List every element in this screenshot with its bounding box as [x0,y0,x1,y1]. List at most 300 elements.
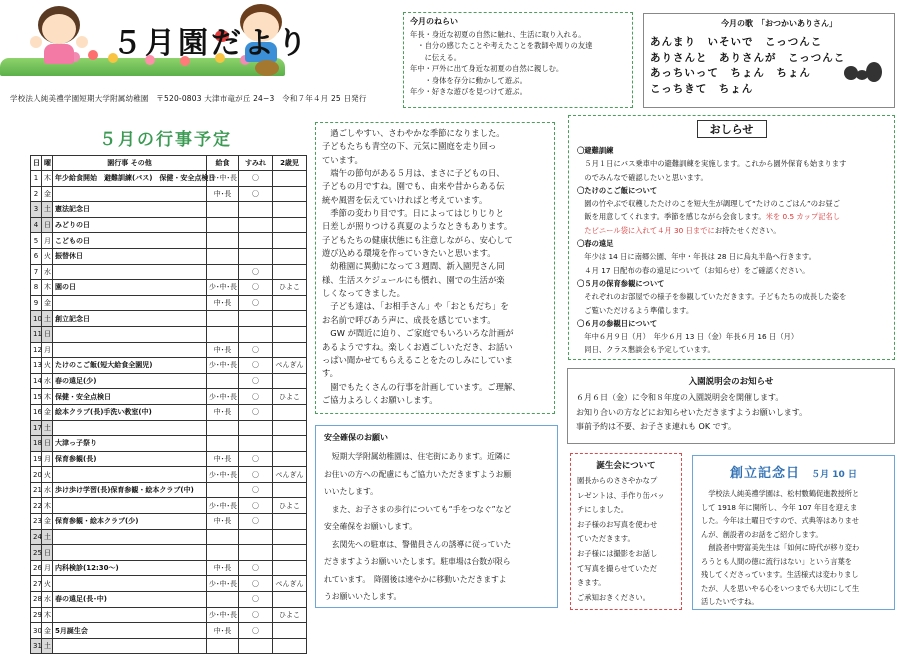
table-cell [53,576,207,592]
table-row [31,560,307,576]
table-cell: 中･長 [207,560,239,576]
table-cell [53,529,207,545]
table-row [31,264,307,280]
message-line: 子どもたちも青空の下、元気に園庭を走り回っ [322,141,497,152]
safety-text [324,448,549,606]
message-line: 統や風習を伝えていければと考えています。 [322,194,488,205]
table-cell [239,529,273,545]
founding-line: んが、創設者のお話をご紹介します。 [701,529,823,539]
table-cell: 金 [42,404,53,420]
table-cell: 年少給食開始 避難訓練(バス) 保健・安全点検日 [53,171,207,187]
table-cell: 27 [31,576,42,592]
message-line: 幼稚園に異動になって３週間、新入園児さん同 [322,261,505,272]
table-row [31,638,307,654]
notice-item-text: 年中６月９日（月） 年少６月 13 日（金）年長６月 16 日（月） [577,332,799,342]
table-cell: 13 [31,358,42,374]
table-cell [273,248,307,264]
birthday-heading: 誕生会について [596,461,656,471]
table-cell: 〇 [239,467,273,483]
table-cell: 土 [42,202,53,218]
ant-icon [844,52,884,96]
table-cell: 少･中･長 [207,280,239,296]
table-cell: 水 [42,482,53,498]
table-cell: 土 [42,311,53,327]
founding-box [692,455,895,610]
founding-line: 活したいですね。 [701,597,759,606]
events-header-cell: 園行事 その他 [53,156,207,171]
table-cell: 火 [42,358,53,374]
admission-line: 事前予約は不要、お子さま連れも OK です。 [576,422,736,431]
events-header-cell: すみれ [239,156,273,171]
table-cell [53,638,207,654]
song-line: あっちいって ちょん ちょん [650,67,811,79]
notice-item-text: お持たせください。 [714,225,781,235]
table-cell [273,295,307,311]
table-cell: ぺんぎん [273,576,307,592]
table-cell: たけのこご飯(短大給食全園児) [53,358,207,374]
notice-item-text: 園の竹やぶで収穫したたけのこを短大生が調理して“たけのこごはん”のお昼ご [577,199,840,209]
events-header-cell: 給食 [207,156,239,171]
message-line: GW が間近に迫り、ご家庭でもいろいろな計画が [322,328,514,339]
message-line: 子どもたちの健康状態にも注意しながら、安心して [322,234,513,245]
table-cell: 17 [31,420,42,436]
table-row [31,404,307,420]
message-line: す。 [322,368,338,379]
table-cell [273,217,307,233]
table-cell: ぺんぎん [273,358,307,374]
safety-heading: 安全確保のお願い [324,433,388,442]
aims-line: 年長・身近な初夏の自然に触れ、生活に取り入れる。 [410,30,586,39]
table-cell [53,498,207,514]
safety-line: 短期大学附属幼稚園は、住宅街にあります。近隣に [324,452,511,461]
birthday-line: チにしました。 [577,505,629,515]
publisher-info: 学校法人純美禮学園短期大学附属幼稚園 〒520-0803 大津市竜が丘 24−3 令和７年４月 25 日発行 [10,94,367,103]
table-cell: 12 [31,342,42,358]
table-cell: 25 [31,545,42,561]
table-cell [53,264,207,280]
notice-items [577,144,886,357]
table-cell: 中･長 [207,514,239,530]
table-cell: 〇 [239,280,273,296]
table-cell [273,420,307,436]
admission-text [576,391,886,435]
notice-line [577,250,886,263]
admission-box [567,368,895,444]
notice-line [577,171,886,184]
table-cell [273,202,307,218]
table-cell: 園の日 [53,280,207,296]
table-cell: 18 [31,436,42,452]
table-cell: 19 [31,451,42,467]
message-line: 子ども達は、「お相手さん」や「おともだち」を [322,301,509,312]
birthday-line: お子様には撮影をお話し [577,548,658,558]
table-cell [273,451,307,467]
table-cell [273,514,307,530]
table-cell [207,311,239,327]
message-box [315,122,555,414]
safety-line: れています。 降園後は速やかに移動いただきますよ [324,574,507,584]
events-header-cell: 2歳児 [273,156,307,171]
table-cell [273,592,307,608]
notice-item-title: 〇春の遠足 [577,239,614,249]
table-cell [273,560,307,576]
table-row [31,451,307,467]
table-cell: 少･中･長 [207,576,239,592]
founding-line: たが、人を思いやる心をいつまでも大切にして生 [701,583,860,593]
message-line: っぱい聞かせてもらえることをたのしみにしていま [322,354,513,365]
table-cell: 1 [31,171,42,187]
table-cell: 〇 [239,171,273,187]
table-cell: 土 [42,529,53,545]
table-cell [273,186,307,202]
admission-line: お知り合いの方などにお知らせいただきますようお願いします。 [576,407,808,417]
aims-line: ・自分の感じたことや考えたことを教師や周りの友達 [410,41,593,51]
table-cell: 3 [31,202,42,218]
table-cell [239,638,273,654]
table-cell [207,248,239,264]
birthday-line: お子様のお写真を使わせ [577,519,658,529]
table-row [31,529,307,545]
events-table [30,155,307,654]
notice-item-text: ５月１日にバス乗車中の避難訓練を実施します。これから園外保育も始まります [577,159,847,169]
table-cell [207,233,239,249]
table-cell [53,342,207,358]
founding-line: して 1918 年に開所し、今年 107 年目を迎えま [701,502,858,512]
table-cell: 少･中･長 [207,607,239,623]
table-cell: 23 [31,514,42,530]
message-line: しくなってきました。 [322,288,405,299]
table-cell [53,295,207,311]
table-row [31,607,307,623]
song-line: ありさんと ありさんが こっつんこ [650,51,846,64]
birthday-line: ご承知おきください。 [577,592,650,602]
events-title: ５月の行事予定 [99,130,232,150]
founding-heading: 創立記念日 [730,466,801,481]
table-row [31,592,307,608]
table-row [31,186,307,202]
admission-heading: 入園説明会のお知らせ [688,377,774,387]
table-cell [207,436,239,452]
table-cell: 日 [42,326,53,342]
events-header-cell: 曜 [42,156,53,171]
table-cell: 金 [42,623,53,639]
aims-line: 年中・戸外に出て身近な初夏の自然に親しむ。 [410,64,564,74]
table-cell: 8 [31,280,42,296]
notice-line [577,210,886,223]
table-cell [273,233,307,249]
notice-item-title: 〇５月の保育参観について [577,278,665,288]
table-cell: 月 [42,233,53,249]
table-cell [53,420,207,436]
table-cell [53,607,207,623]
message-line: ご協力よろしくお願いします。 [322,394,438,405]
table-cell [207,264,239,280]
table-row [31,233,307,249]
table-cell [239,248,273,264]
admission-line: ６月６日（金）に令和８年度の入園説明会を開催します。 [576,393,784,402]
table-cell [207,482,239,498]
table-cell: みどりの日 [53,217,207,233]
table-cell [273,373,307,389]
table-cell [273,264,307,280]
table-cell [273,623,307,639]
table-cell: 〇 [239,560,273,576]
table-cell: 少･中･長 [207,467,239,483]
aims-line: 年少・好きな遊びを見つけて遊ぶ。 [410,87,527,97]
table-cell: 〇 [239,514,273,530]
birthday-line: きます。 [577,578,606,588]
table-cell: 少･中･長 [207,498,239,514]
notice-item-title: 〇６月の参観日について [577,318,658,328]
safety-line: だきますようお願いいたします。駐車場は台数が限ら [324,557,511,566]
table-cell [207,217,239,233]
table-cell: 30 [31,623,42,639]
notice-line [577,330,886,343]
table-cell [273,326,307,342]
table-cell: 24 [31,529,42,545]
table-cell: 22 [31,498,42,514]
table-cell: 春の遠足(長･中) [53,592,207,608]
table-cell: 10 [31,311,42,327]
table-cell: 木 [42,280,53,296]
song-heading: 今月の歌 「おつかいありさん」 [721,19,837,28]
table-row [31,217,307,233]
table-cell [239,202,273,218]
table-cell [239,545,273,561]
message-line: 端午の節句がある５月は、まさに子どもの日、 [322,168,505,179]
table-cell [207,326,239,342]
table-cell [273,311,307,327]
notice-item-text: のでみんなで確認したいと思います。 [577,172,708,182]
table-cell [273,482,307,498]
table-cell: こどもの日 [53,233,207,249]
founding-line: 学校法人純美禮学園は、松村數鶴促進教授所と [701,489,860,498]
events-header-row [31,156,307,171]
table-cell: 〇 [239,186,273,202]
table-cell: 木 [42,607,53,623]
table-cell: 木 [42,498,53,514]
table-cell: 月 [42,342,53,358]
notice-box [568,115,895,360]
principal-message [322,127,548,407]
table-cell: 〇 [239,576,273,592]
message-line: 子どもの月ですね。園でも、由来や昔からある伝 [322,181,505,192]
birthday-line: て写真を撮らせていただ [577,563,658,573]
safety-line: 玄関先への駐車は、警備員さんの誘導に従っていた [324,539,512,549]
table-cell: 金 [42,186,53,202]
safety-line: うお願いいたします。 [324,592,402,601]
message-line: 日差しが照りつける真夏のようなときもあります。 [322,221,513,232]
notice-item-text: 年少は 14 日に南郷公園、年中・年長は 28 日に烏丸半島へ行きます。 [577,252,816,262]
table-row [31,311,307,327]
table-cell: 水 [42,592,53,608]
safety-box [315,425,558,608]
founding-text [701,487,886,609]
table-cell [273,342,307,358]
table-cell: 日 [42,436,53,452]
notice-line [577,343,886,356]
founding-line: 創設者中野富美先生は「如何に時代が移り変わ [701,543,860,552]
table-cell: 7 [31,264,42,280]
table-cell: 5 [31,233,42,249]
notice-item-text: それぞれのお部屋での様子を参観していただきます。子どもたちの成長した姿を [577,292,847,302]
message-line: 園でもたくさんの行事を計画しています。ご理解、 [322,381,521,392]
table-cell [207,202,239,218]
table-cell: ひよこ [273,389,307,405]
founding-line: した。今年は土曜日ですので、式典等はありませ [701,516,859,525]
table-row [31,389,307,405]
table-cell: ひよこ [273,607,307,623]
notice-item-text: ４月 17 日配布の春の遠足について（お知らせ）をご確認ください。 [577,265,810,275]
table-cell: 26 [31,560,42,576]
table-cell [53,186,207,202]
table-cell: 火 [42,467,53,483]
table-cell [53,326,207,342]
message-line: 遊び込める環境を作っていきたいと思います。 [322,248,496,259]
song-line: あんまり いそいで こっつんこ [650,36,823,48]
table-cell: 少･中･長 [207,171,239,187]
table-row [31,623,307,639]
table-cell: 〇 [239,592,273,608]
table-cell: 〇 [239,373,273,389]
table-cell: 振替休日 [53,248,207,264]
table-cell [53,545,207,561]
table-row [31,373,307,389]
table-cell [273,436,307,452]
table-cell: 2 [31,186,42,202]
table-cell [53,467,207,483]
table-cell [239,326,273,342]
notice-item-title: 〇たけのこご飯について [577,185,658,195]
safety-line: いいたします。 [324,487,378,496]
table-cell: 土 [42,638,53,654]
table-cell: 28 [31,592,42,608]
birthday-line: レゼントは、手作り缶バッ [577,490,665,500]
message-line: お名前で呼びあう声に、成長を感じています。 [322,314,496,325]
table-cell: ぺんぎん [273,467,307,483]
table-cell: 火 [42,576,53,592]
table-cell: 〇 [239,607,273,623]
table-cell: 中･長 [207,295,239,311]
table-cell: 火 [42,248,53,264]
safety-line: お住いの方への配慮にもご協力いただきますようお願 [324,469,512,479]
table-cell [207,638,239,654]
page-title: ５月園だより [112,26,310,61]
table-cell: 歩け歩け学習(長)保育参観・絵本クラブ(中) [53,482,207,498]
notice-line [577,304,886,317]
table-cell: 中･長 [207,623,239,639]
table-cell: ひよこ [273,498,307,514]
table-row [31,342,307,358]
table-cell [207,529,239,545]
table-row [31,514,307,530]
table-cell: 金 [42,514,53,530]
notice-item-text: たビニール袋に入れて４月 30 日までに [577,225,715,235]
table-cell: 絵本クラブ(長)手洗い教室(中) [53,404,207,420]
girl-illustration [28,6,90,66]
table-cell [239,217,273,233]
table-cell [239,311,273,327]
table-cell: 少･中･長 [207,389,239,405]
table-cell: 15 [31,389,42,405]
table-cell: 大津っ子祭り [53,436,207,452]
table-cell: 20 [31,467,42,483]
table-cell [273,638,307,654]
table-cell: 中･長 [207,342,239,358]
notice-line [577,264,886,277]
table-cell [273,545,307,561]
message-line: 過ごしやすい、さわやかな季節になりました。 [322,128,505,138]
table-cell: 29 [31,607,42,623]
table-cell: 5月誕生会 [53,623,207,639]
notice-line [577,224,886,237]
song-box [643,13,895,108]
table-cell: 11 [31,326,42,342]
table-cell [207,545,239,561]
table-cell: 〇 [239,295,273,311]
table-cell [207,373,239,389]
table-cell [239,233,273,249]
table-row [31,295,307,311]
table-row [31,498,307,514]
birthday-text [577,474,675,605]
notice-item-text: 米を 0.5 カップ記名し [765,212,841,222]
table-cell: 〇 [239,404,273,420]
events-header-cell: 日 [31,156,42,171]
table-cell [207,592,239,608]
table-cell [207,420,239,436]
table-row [31,436,307,452]
notice-item-text: ご覧いただけるよう準備します。 [577,305,694,315]
notice-line [577,157,886,170]
table-cell: 9 [31,295,42,311]
table-row [31,171,307,187]
founding-line: 残してくださっています。生活様式は変わりまし [701,570,859,579]
table-cell: 木 [42,389,53,405]
birthday-line: ていただきます。 [577,534,635,544]
message-line: 様、生活スケジュールにも慣れ、園での生活が楽 [322,274,505,285]
table-row [31,576,307,592]
table-cell [273,529,307,545]
table-cell: 〇 [239,482,273,498]
table-cell: 保健・安全点検日 [53,389,207,405]
safety-line: 安全確保をお願いします。 [324,522,417,531]
table-row [31,545,307,561]
table-cell: 憲法記念日 [53,202,207,218]
table-cell: 日 [42,545,53,561]
table-cell: 春の遠足(少) [53,373,207,389]
founding-date: ５月 10 日 [811,470,857,480]
table-cell: 14 [31,373,42,389]
table-row [31,467,307,483]
table-cell: 保育参観・絵本クラブ(少) [53,514,207,530]
turtle-icon [255,60,279,76]
table-row [31,420,307,436]
aims-heading: 今月のねらい [410,17,458,26]
table-cell: 内科検診(12:30〜) [53,560,207,576]
table-cell: 創立記念日 [53,311,207,327]
aims-lines [410,29,626,97]
table-cell: 21 [31,482,42,498]
notice-item-text: 同日、クラス懇談会も予定しています。 [577,345,715,355]
table-cell: 〇 [239,342,273,358]
table-cell: 〇 [239,389,273,405]
events-body [31,171,307,654]
table-cell: 〇 [239,358,273,374]
message-line: あるようですね。楽しくお過ごしいただき、お話い [322,341,513,352]
table-cell [273,404,307,420]
table-cell: 〇 [239,451,273,467]
